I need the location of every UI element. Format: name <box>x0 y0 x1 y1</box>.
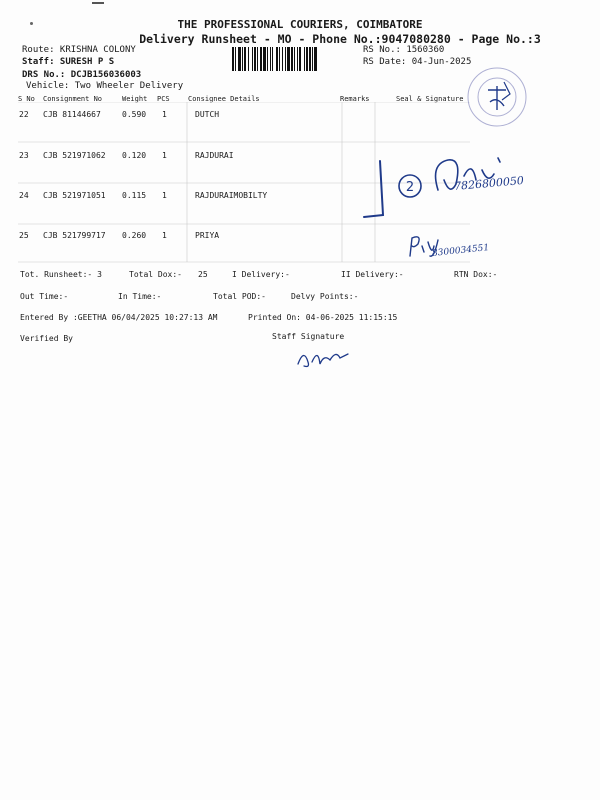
barcode-bar <box>279 47 280 71</box>
pen-bracket-mark <box>360 155 390 225</box>
delvy-points: Delvy Points:- <box>291 292 359 301</box>
ii-delivery: II Delivery:- <box>341 270 404 279</box>
row-pcs: 1 <box>162 110 167 119</box>
barcode-bar <box>235 47 236 71</box>
col-header-seal-signature: Seal & Signature <box>396 95 464 103</box>
row-consignee: RAJDURAIMOBILTY <box>195 191 268 200</box>
barcode-bar <box>238 47 241 71</box>
rs-date: RS Date: 04-Jun-2025 <box>363 57 472 67</box>
barcode-bar <box>312 47 313 71</box>
verified-by: Verified By <box>20 334 73 343</box>
handwritten-phone-note: 7826800050 <box>453 173 525 194</box>
col-header-sno: S No <box>18 95 35 103</box>
barcode-bar <box>252 47 253 71</box>
col-header-remarks: Remarks <box>340 95 370 103</box>
handwritten-row25-note: 8300034551 <box>431 243 490 259</box>
barcode-bar <box>248 47 249 71</box>
barcode-bar <box>272 47 273 71</box>
total-dox-label: Total Dox:- <box>129 270 182 279</box>
barcode-bar <box>306 47 308 71</box>
barcode-bar <box>297 47 298 71</box>
company-name: THE PROFESSIONAL COURIERS, COIMBATORE <box>177 18 423 31</box>
row-weight: 0.120 <box>122 151 147 160</box>
circled-number-text: 2 <box>405 180 415 195</box>
total-pod: Total POD:- <box>213 292 266 301</box>
out-time: Out Time:- <box>20 292 69 301</box>
runsheet-title: Delivery Runsheet - MO - Phone No.:9047080280 - Page No.:3 <box>139 32 541 46</box>
printed-on: Printed On: 04-06-2025 11:15:15 <box>248 313 398 322</box>
rtn-dox: RTN Dox:- <box>454 270 498 279</box>
row-consignee: PRIYA <box>195 231 220 240</box>
barcode-bar <box>299 47 301 71</box>
barcode-bar <box>282 47 283 71</box>
barcode-bar <box>285 47 286 71</box>
barcode-bar <box>267 47 268 71</box>
col-header-weight: Weight <box>122 95 148 103</box>
staff-signature-label: Staff Signature <box>272 332 345 341</box>
row-sno: 25 <box>19 231 29 240</box>
vehicle-label: Vehicle: Two Wheeler Delivery <box>26 81 184 91</box>
row-pcs: 1 <box>162 191 167 200</box>
row-consignee: RAJDURAI <box>195 151 234 160</box>
staff-label: Staff: SURESH P S <box>22 57 115 67</box>
row-consignment: CJB 81144667 <box>43 110 101 119</box>
barcode-bar <box>276 47 278 71</box>
circled-number-mark <box>396 172 426 202</box>
total-dox-value: 25 <box>198 270 208 279</box>
i-delivery: I Delivery:- <box>232 270 290 279</box>
barcode <box>232 47 354 71</box>
barcode-bar <box>244 47 246 71</box>
barcode-bar <box>304 47 305 71</box>
barcode-bar <box>291 47 293 71</box>
barcode-bar <box>263 47 266 71</box>
row-sno: 22 <box>19 110 29 119</box>
row-consignment: CJB 521971051 <box>43 191 106 200</box>
scan-mark-top <box>92 2 104 4</box>
row-weight: 0.260 <box>122 231 147 240</box>
barcode-bar <box>314 47 317 71</box>
row-pcs: 1 <box>162 151 167 160</box>
barcode-bar <box>232 47 234 71</box>
col-header-consignee: Consignee Details <box>188 95 260 103</box>
barcode-bar <box>254 47 256 71</box>
tot-runsheet: Tot. Runsheet:- 3 <box>20 270 102 279</box>
col-header-consignment: Consignment No <box>43 95 103 103</box>
rs-number: RS No.: 1560360 <box>363 45 445 55</box>
company-seal-stamp <box>466 66 528 128</box>
row-pcs: 1 <box>162 231 167 240</box>
scan-dot <box>30 22 33 25</box>
route-label: Route: KRISHNA COLONY <box>22 45 136 55</box>
row-sno: 23 <box>19 151 29 160</box>
row-consignment: CJB 521799717 <box>43 231 106 240</box>
row-consignment: CJB 521971062 <box>43 151 106 160</box>
staff-signature-scribble <box>294 344 354 372</box>
row-weight: 0.115 <box>122 191 147 200</box>
col-header-pcs: PCS <box>157 95 170 103</box>
barcode-bar <box>242 47 243 71</box>
drs-number: DRS No.: DCJB156036003 <box>22 70 142 80</box>
row-sno: 24 <box>19 191 29 200</box>
row-weight: 0.590 <box>122 110 147 119</box>
barcode-bar <box>294 47 295 71</box>
row-consignee: DUTCH <box>195 110 220 119</box>
entered-by: Entered By :GEETHA 06/04/2025 10:27:13 AM <box>20 313 218 322</box>
in-time: In Time:- <box>118 292 162 301</box>
barcode-bar <box>309 47 311 71</box>
barcode-bar <box>260 47 262 71</box>
barcode-bar <box>287 47 290 71</box>
barcode-bar <box>257 47 258 71</box>
barcode-bar <box>270 47 271 71</box>
